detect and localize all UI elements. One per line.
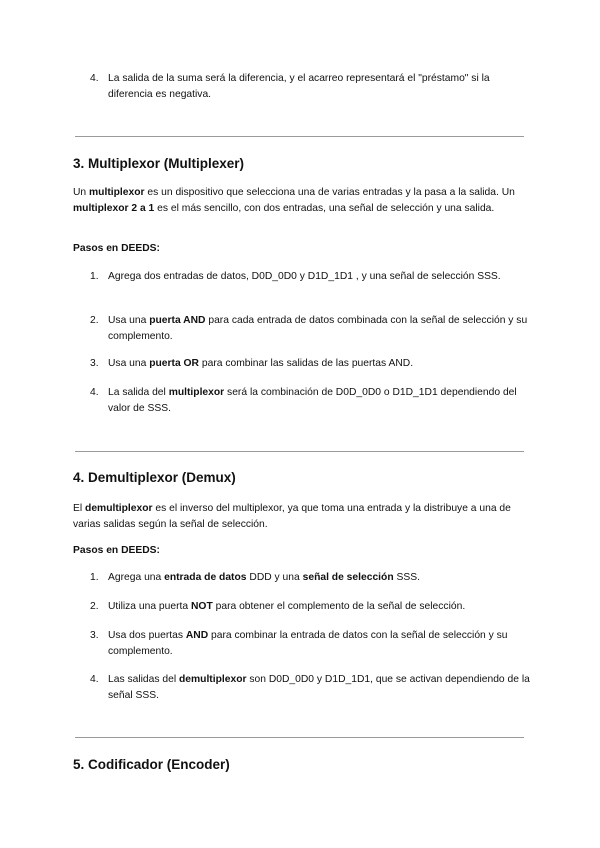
list-number: 1.: [90, 271, 99, 282]
bold-term: demultiplexor: [85, 503, 153, 514]
text-run: para combinar las salidas de las puertas AND.: [199, 358, 414, 369]
section-heading: 3. Multiplexor (Multiplexer): [73, 156, 245, 171]
text-run: Agrega dos entradas de datos, D0D_0D0 y D1D_1D1 , y una señal de selección SSS.: [108, 271, 501, 282]
list-text: [108, 385, 533, 416]
bold-term: multiplexor 2 a 1: [73, 202, 155, 214]
bold-term: demultiplexor: [178, 674, 247, 685]
list-text: [108, 356, 533, 372]
bold-term: multiplexor: [89, 187, 145, 198]
text-run: Un: [73, 187, 90, 198]
text-run: para cada entrada de datos combinada con la señal de selección y su complemento.: [108, 315, 528, 342]
text-run: Usa dos puertas: [108, 630, 186, 641]
list-text: [108, 269, 533, 285]
text-run: La salida del: [108, 387, 169, 398]
bold-term: multiplexor: [168, 387, 225, 398]
text-run: son D0D_0D0 y D1D_1D1, que se activan dependiendo de la señal SSS.: [108, 674, 530, 701]
section-intro: [73, 185, 533, 216]
bold-term: entrada de datos: [164, 572, 247, 583]
steps-title: Pasos en DEEDS:: [73, 545, 160, 556]
horizontal-rule: [75, 451, 524, 452]
list-text: La salida de la suma será la diferencia, y el acarreo representará el "préstamo" si la diferencia es negativa.: [108, 73, 490, 100]
text-run: Usa una: [108, 315, 150, 326]
text-run: para combinar la entrada de datos con la señal de selección y su complemento.: [108, 630, 508, 657]
text-run: SSS.: [393, 572, 420, 583]
section-heading: 4. Demultiplexor (Demux): [73, 470, 236, 485]
bold-term: puerta OR: [149, 358, 199, 369]
steps-title: Pasos en DEEDS:: [73, 243, 160, 254]
list-number: 1.: [90, 572, 99, 583]
list-number: 3.: [90, 358, 99, 369]
text-run: para obtener el complemento de la señal de selección.: [212, 601, 466, 612]
list-text: [108, 570, 533, 586]
list-number: 4.: [90, 73, 99, 84]
section-heading: 5. Codificador (Encoder): [73, 757, 230, 772]
text-run: será la combinación de D0D_0D0 o D1D_1D1 dependiendo del valor de SSS.: [108, 387, 517, 414]
list-text: [108, 672, 533, 703]
bold-term: NOT: [191, 601, 213, 612]
text-run: Usa una: [108, 358, 150, 369]
text-run: Las salidas del: [108, 674, 179, 685]
text-run: Agrega una: [108, 572, 165, 583]
text-run: es un dispositivo que selecciona una de varias entradas y la pasa a la salida. Un: [144, 187, 515, 198]
text-run: El: [73, 503, 86, 514]
horizontal-rule: [75, 737, 524, 738]
list-text: [108, 599, 533, 615]
horizontal-rule: [75, 136, 524, 137]
text-run: DDD y una: [246, 572, 303, 583]
list-text: [108, 628, 533, 659]
list-number: 2.: [90, 601, 99, 612]
section-intro: [73, 501, 533, 532]
list-number: 4.: [90, 387, 99, 398]
list-number: 3.: [90, 630, 99, 641]
list-number: 2.: [90, 315, 99, 326]
list-text: [108, 313, 533, 344]
text-run: Utiliza una puerta: [108, 601, 191, 612]
text-run: es el más sencillo, con dos entradas, una señal de selección y una salida.: [154, 202, 495, 214]
list-number: 4.: [90, 674, 99, 685]
bold-term: AND: [185, 630, 209, 641]
bold-term: puerta AND: [149, 315, 206, 326]
text-run: es el inverso del multiplexor, ya que toma una entrada y la distribuye a una de varias salidas según la señal de selección.: [73, 503, 511, 530]
bold-term: señal de selección: [302, 572, 394, 583]
